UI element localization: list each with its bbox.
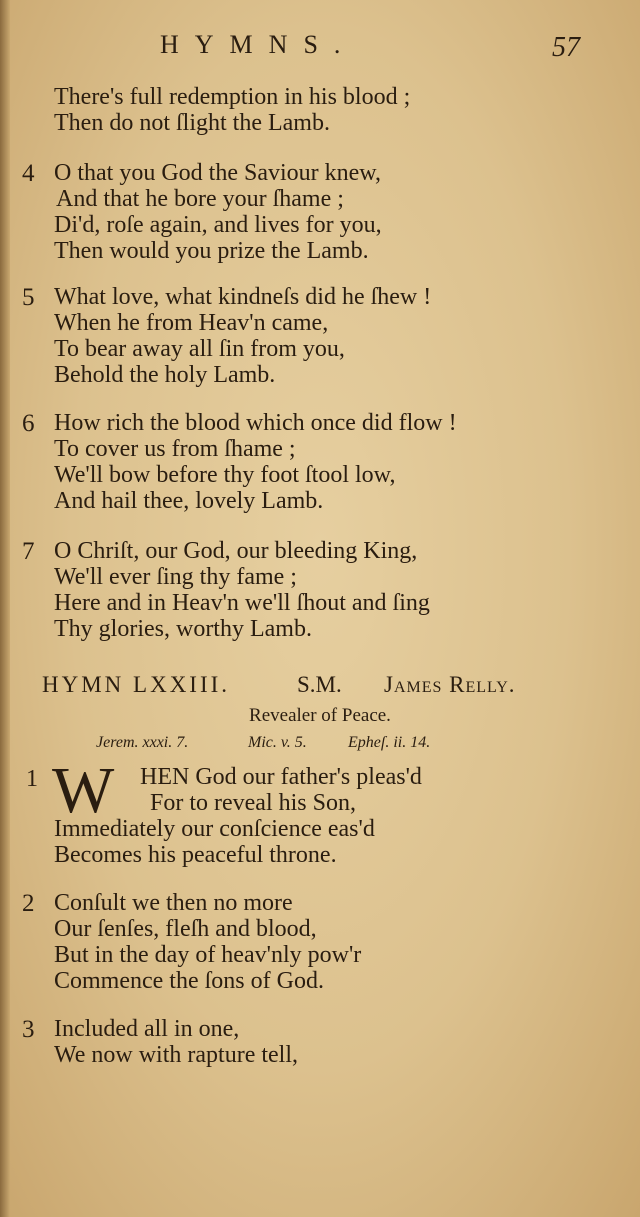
verse-line: There's full redemption in his blood ; <box>54 84 411 110</box>
verse-line: When he from Heav'n came, <box>54 310 329 336</box>
verse-number: 1 <box>26 766 38 792</box>
verse-line: O that you God the Saviour knew, <box>54 160 382 186</box>
verse-line: We'll bow before thy foot ſtool low, <box>54 462 396 488</box>
verse-line: How rich the blood which once did flow ! <box>54 410 457 436</box>
scripture-ref: Epheſ. ii. 14. <box>348 734 431 751</box>
verse-line: Commence the ſons of God. <box>54 968 324 994</box>
hymn-meter: S.M. <box>297 672 342 697</box>
scripture-references <box>96 734 616 756</box>
verse-line: What love, what kindneſs did he ſhew ! <box>54 284 432 310</box>
verse-line: Conſult we then no more <box>54 890 293 916</box>
verse-line: To bear away all ſin from you, <box>54 336 345 362</box>
verse-number: 5 <box>22 284 35 311</box>
running-title: HYMNS. <box>160 30 357 59</box>
hymn-heading <box>42 672 602 702</box>
running-head <box>0 30 640 66</box>
verse-line: Behold the holy Lamb. <box>54 362 276 388</box>
verse-line: O Chriſt, our God, our bleeding King, <box>54 538 418 564</box>
verse-number: 7 <box>22 538 35 565</box>
verse-line: Di'd, roſe again, and lives for you, <box>54 212 382 238</box>
page-number: 57 <box>552 32 580 63</box>
verse-number: 4 <box>22 160 35 187</box>
verse-1 <box>22 754 622 874</box>
verse-line: We'll ever ſing thy fame ; <box>54 564 297 590</box>
verse-line: Then do not ſlight the Lamb. <box>54 110 330 136</box>
verse-line: Then would you prize the Lamb. <box>54 238 369 264</box>
hymn-subtitle: Revealer of Peace. <box>249 705 391 726</box>
verse-line: And that he bore your ſhame ; <box>56 186 344 212</box>
verse-line: We now with rapture tell, <box>54 1042 298 1068</box>
scripture-ref: Mic. v. 5. <box>248 734 307 751</box>
verse-line: To cover us from ſhame ; <box>54 436 296 462</box>
hymn-author: James Relly. <box>384 672 516 697</box>
verse-line: Becomes his peaceful throne. <box>54 842 337 868</box>
verse-line: Our ſenſes, fleſh and blood, <box>54 916 317 942</box>
verse-line: And hail thee, lovely Lamb. <box>54 488 324 514</box>
scripture-ref: Jerem. xxxi. 7. <box>96 734 189 751</box>
verse-line: Included all in one, <box>54 1016 240 1042</box>
verse-number: 2 <box>22 890 35 917</box>
page-edge <box>0 0 10 1217</box>
verse-line: Here and in Heav'n we'll ſhout and ſing <box>54 590 430 616</box>
verse-number: 6 <box>22 410 35 437</box>
verse-line: Immediately our conſcience eas'd <box>54 816 375 842</box>
hymn-title: HYMN LXXIII. <box>42 672 231 697</box>
verse-line: For to reveal his Son, <box>150 790 356 816</box>
drop-cap: W <box>52 754 115 827</box>
verse-line: But in the day of heav'nly pow'r <box>54 942 362 968</box>
verse-number: 3 <box>22 1016 35 1043</box>
verse-line: Thy glories, worthy Lamb. <box>54 616 312 642</box>
verse-line: HEN God our father's pleas'd <box>140 764 422 790</box>
